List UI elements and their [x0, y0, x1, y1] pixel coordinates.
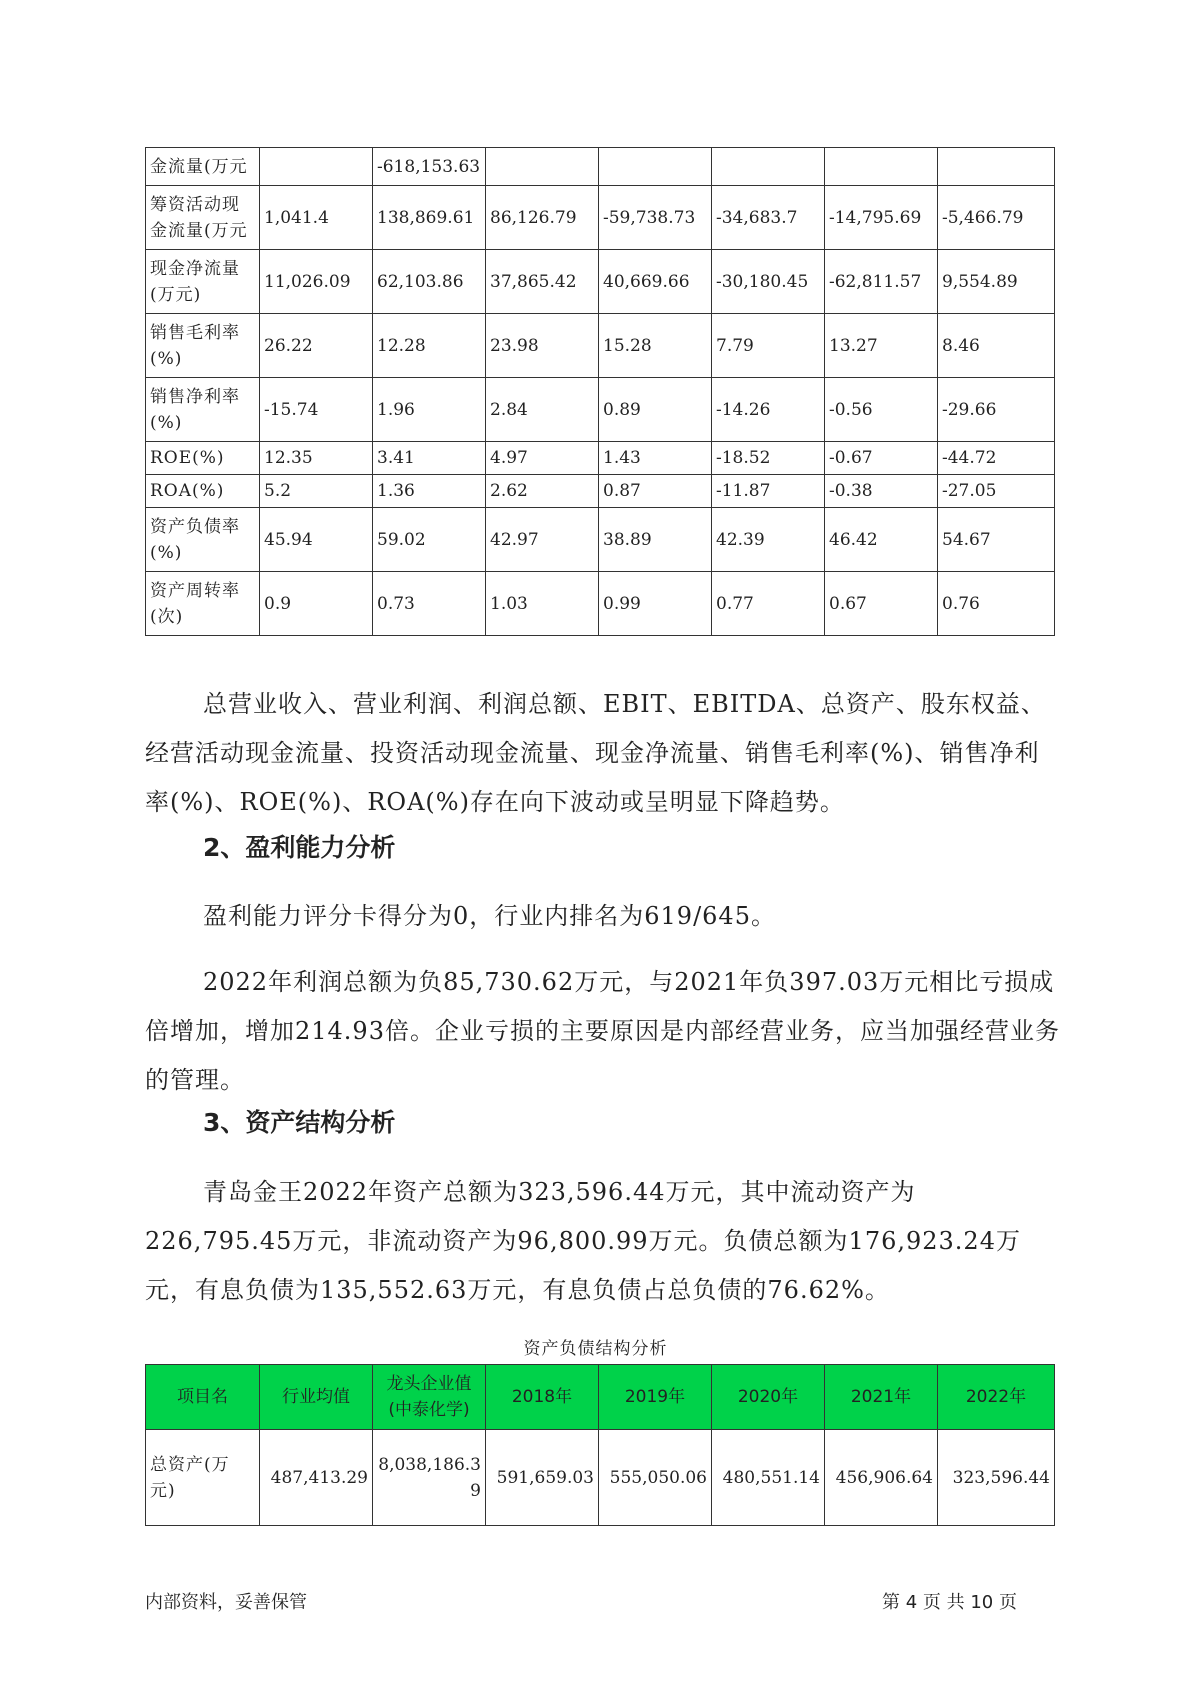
table-row [146, 148, 1055, 186]
table-cell: 15.28 [599, 314, 712, 378]
table-cell: 23.98 [486, 314, 599, 378]
table-cell: 3.41 [373, 442, 486, 475]
column-header: 龙头企业值(中泰化学) [373, 1365, 486, 1430]
table-cell [486, 148, 599, 186]
table-cell: 0.9 [260, 572, 373, 636]
table-cell: -11.87 [712, 475, 825, 508]
row-label: 现金净流量(万元) [146, 250, 260, 314]
table-cell: 555,050.06 [599, 1430, 712, 1526]
table-cell: 62,103.86 [373, 250, 486, 314]
row-label: 资产周转率(次) [146, 572, 260, 636]
table-cell: 487,413.29 [260, 1430, 373, 1526]
table-cell [599, 148, 712, 186]
table-cell [260, 148, 373, 186]
column-header: 2020年 [712, 1365, 825, 1430]
column-header: 2022年 [938, 1365, 1055, 1430]
row-label: 资产负债率(%) [146, 508, 260, 572]
profitability-score-paragraph: 盈利能力评分卡得分为0，行业内排名为619/645。 [203, 902, 776, 930]
table-cell: 0.99 [599, 572, 712, 636]
table-cell: 42.97 [486, 508, 599, 572]
table-cell: 480,551.14 [712, 1430, 825, 1526]
table-cell: 45.94 [260, 508, 373, 572]
column-header: 2018年 [486, 1365, 599, 1430]
column-header: 2021年 [825, 1365, 938, 1430]
table-cell: -30,180.45 [712, 250, 825, 314]
table-row [146, 314, 1055, 378]
table-cell: 12.28 [373, 314, 486, 378]
table-cell: 13.27 [825, 314, 938, 378]
table-cell: 26.22 [260, 314, 373, 378]
table-cell: -44.72 [938, 442, 1055, 475]
table-cell: 1.96 [373, 378, 486, 442]
table-cell: 2.62 [486, 475, 599, 508]
table-cell: -618,153.63 [373, 148, 486, 186]
table-cell: -14.26 [712, 378, 825, 442]
table-cell: 8.46 [938, 314, 1055, 378]
table-cell: 59.02 [373, 508, 486, 572]
table-cell: 7.79 [712, 314, 825, 378]
table-cell: 38.89 [599, 508, 712, 572]
table-row [146, 378, 1055, 442]
table-cell: 5.2 [260, 475, 373, 508]
table-cell: 40,669.66 [599, 250, 712, 314]
table-cell: 9,554.89 [938, 250, 1055, 314]
table-cell: 11,026.09 [260, 250, 373, 314]
table-cell: 591,659.03 [486, 1430, 599, 1526]
row-label: 金流量(万元 [146, 148, 260, 186]
table-cell: -15.74 [260, 378, 373, 442]
table-cell: -0.56 [825, 378, 938, 442]
table-cell: 0.87 [599, 475, 712, 508]
row-label: 销售毛利率(%) [146, 314, 260, 378]
table-cell: 2.84 [486, 378, 599, 442]
table-cell: -27.05 [938, 475, 1055, 508]
table-cell: -0.38 [825, 475, 938, 508]
table-cell: 1,041.4 [260, 186, 373, 250]
table-cell: 8,038,186.39 [373, 1430, 486, 1526]
table-cell: 46.42 [825, 508, 938, 572]
table-cell: -14,795.69 [825, 186, 938, 250]
table-row [146, 1430, 1055, 1526]
table-header-row [146, 1365, 1055, 1430]
column-header: 项目名 [146, 1365, 260, 1430]
table-cell [825, 148, 938, 186]
table-cell [712, 148, 825, 186]
table-cell: 4.97 [486, 442, 599, 475]
table-row [146, 475, 1055, 508]
table-cell: -18.52 [712, 442, 825, 475]
row-label: 销售净利率(%) [146, 378, 260, 442]
table-cell: 86,126.79 [486, 186, 599, 250]
column-header: 行业均值 [260, 1365, 373, 1430]
row-label: 总资产(万元) [146, 1430, 260, 1526]
table-cell: -0.67 [825, 442, 938, 475]
trend-summary-paragraph: 总营业收入、营业利润、利润总额、EBIT、EBITDA、总资产、股东权益、经营活动现金流量、投资活动现金流量、现金净流量、销售毛利率(%)、销售净利率(%)、ROE(%)、ROA(%)存在向下波动或呈明显下降趋势。 [145, 690, 1046, 816]
table-row [146, 442, 1055, 475]
table-cell: 54.67 [938, 508, 1055, 572]
table-row [146, 186, 1055, 250]
table-cell: 0.67 [825, 572, 938, 636]
table-cell: -59,738.73 [599, 186, 712, 250]
section-heading-profitability: 2、盈利能力分析 [203, 833, 396, 862]
table-cell: 138,869.61 [373, 186, 486, 250]
table-cell: 12.35 [260, 442, 373, 475]
row-label: ROA(%) [146, 475, 260, 508]
table-cell: 1.36 [373, 475, 486, 508]
table-row [146, 508, 1055, 572]
table-cell: 37,865.42 [486, 250, 599, 314]
table-cell [938, 148, 1055, 186]
asset-liability-structure-table [145, 1364, 1055, 1526]
table-cell: -5,466.79 [938, 186, 1055, 250]
table-caption: 资产负债结构分析 [523, 1339, 668, 1359]
table-cell: 0.77 [712, 572, 825, 636]
footer-confidential-note: 内部资料，妥善保管 [145, 1592, 307, 1613]
column-header: 2019年 [599, 1365, 712, 1430]
table-cell: 456,906.64 [825, 1430, 938, 1526]
table-cell: 1.03 [486, 572, 599, 636]
table-cell: 323,596.44 [938, 1430, 1055, 1526]
section-heading-asset-structure: 3、资产结构分析 [203, 1108, 396, 1137]
table-cell: 1.43 [599, 442, 712, 475]
table-row [146, 250, 1055, 314]
table-cell: 0.89 [599, 378, 712, 442]
table-cell: 0.73 [373, 572, 486, 636]
row-label: ROE(%) [146, 442, 260, 475]
financial-indicators-table [145, 147, 1055, 636]
table-cell: -62,811.57 [825, 250, 938, 314]
table-row [146, 572, 1055, 636]
table-cell: 0.76 [938, 572, 1055, 636]
table-cell: -29.66 [938, 378, 1055, 442]
table-cell: -34,683.7 [712, 186, 825, 250]
profit-analysis-paragraph: 2022年利润总额为负85,730.62万元，与2021年负397.03万元相比亏损成倍增加，增加214.93倍。企业亏损的主要原因是内部经营业务，应当加强经营业务的管理。 [145, 968, 1060, 1094]
asset-structure-paragraph: 青岛金王2022年资产总额为323,596.44万元，其中流动资产为226,795.45万元，非流动资产为96,800.99万元。负债总额为176,923.24万元，有息负债为135,552.63万元，有息负债占总负债的76.62%。 [145, 1178, 1021, 1304]
row-label: 筹资活动现金流量(万元 [146, 186, 260, 250]
footer-page-number: 第 4 页 共 10 页 [882, 1592, 1017, 1613]
table-cell: 42.39 [712, 508, 825, 572]
